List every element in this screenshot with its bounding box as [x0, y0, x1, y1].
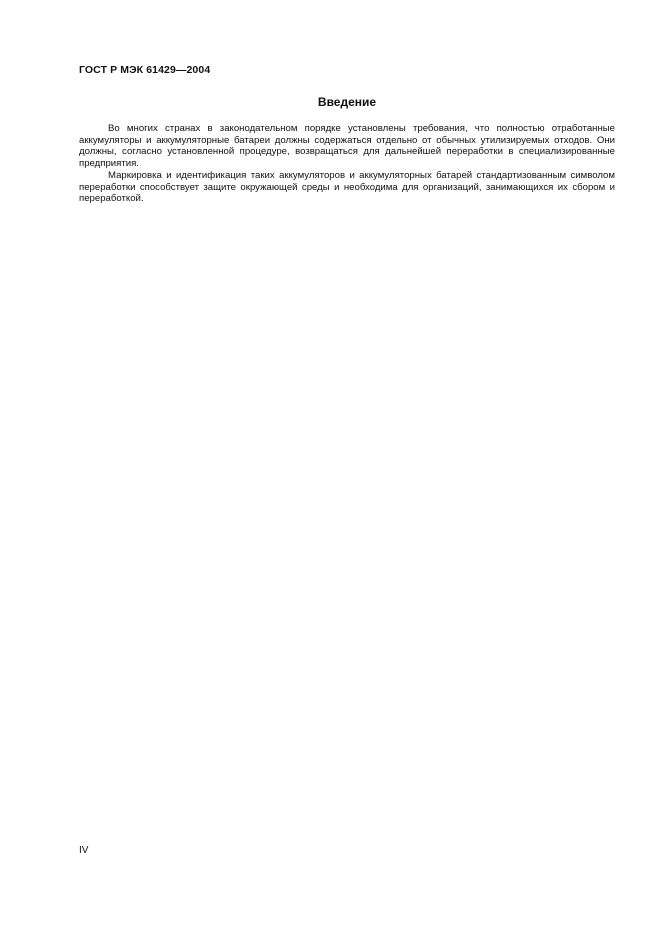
introduction-body [79, 123, 615, 205]
section-title: Введение [317, 95, 377, 109]
page-number: IV [79, 845, 89, 856]
paragraph-2: Маркировка и идентификация таких аккумуляторов и аккумуляторных батарей стандартизованным символом переработки способствует защите окружающей среды и необходима для организаций, занимающихся их сбором и переработкой. [79, 169, 615, 205]
paragraph-1: Во многих странах в законодательном порядке установлены требования, что полностью отработанные аккумуляторы и аккумуляторные батареи должны содержаться отдельно от обычных утилизируемых отходов. Они должны, согласно установленной процедуре, возвращаться для дальнейшей переработки в специализированные предприятия. [79, 123, 615, 170]
document-header-code: ГОСТ Р МЭК 61429—2004 [79, 64, 211, 76]
